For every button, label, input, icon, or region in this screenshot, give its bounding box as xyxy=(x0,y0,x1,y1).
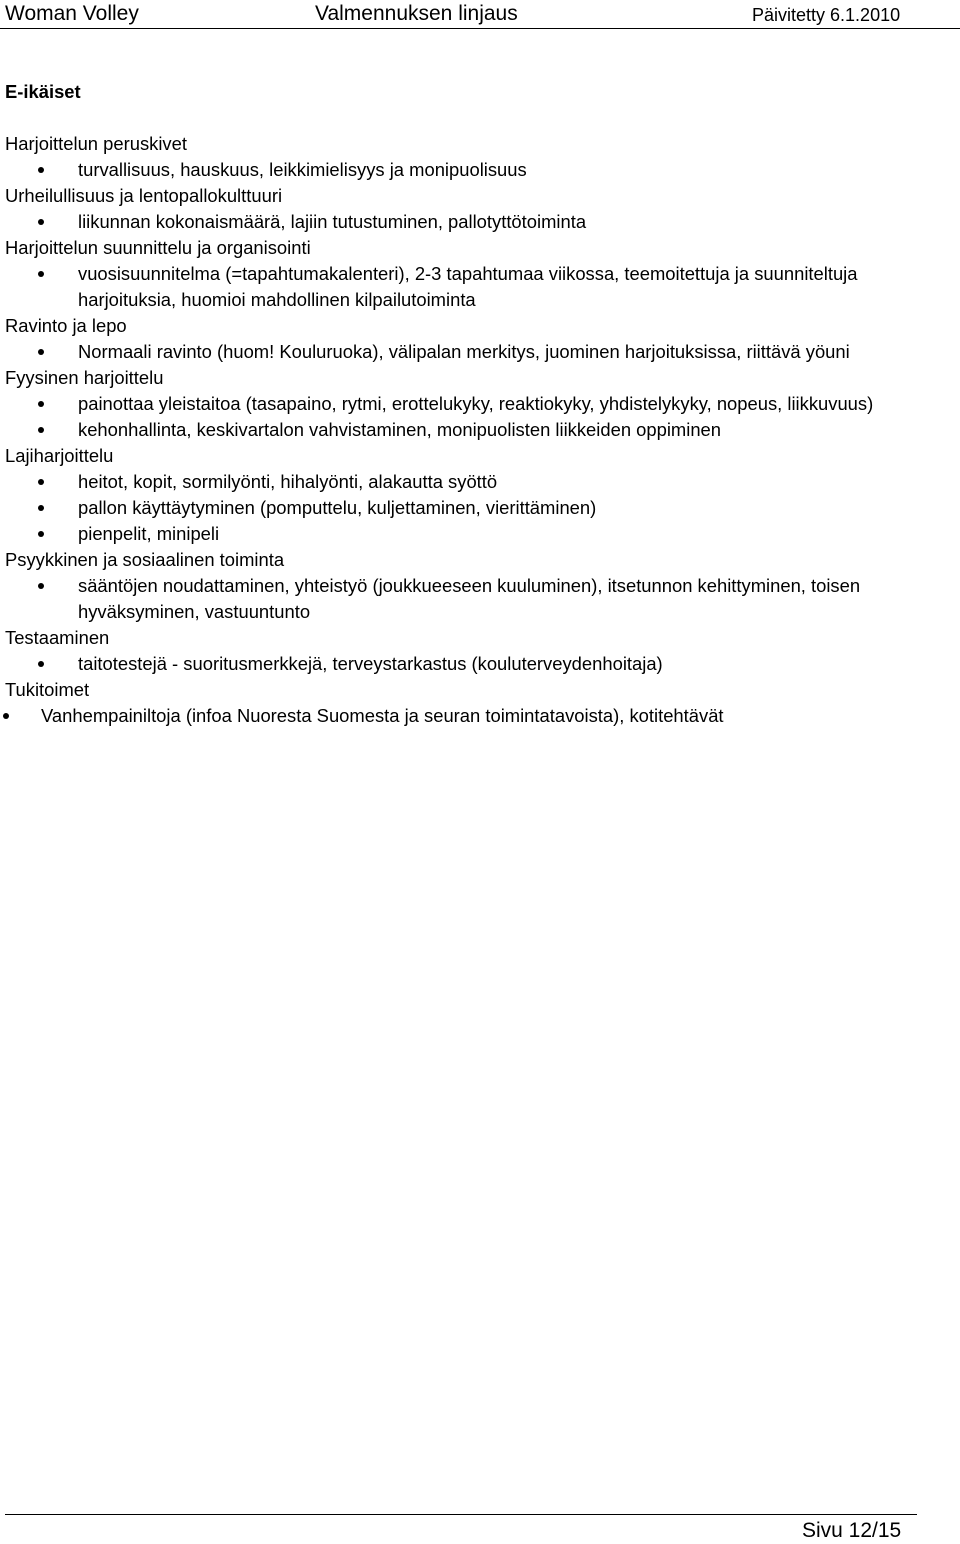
section-heading: Testaaminen xyxy=(5,627,110,648)
section-suunnittelu xyxy=(0,235,960,313)
bullet-icon xyxy=(0,703,14,729)
bullet-text: kehonhallinta, keskivartalon vahvistaminen, monipuolisten liikkeiden oppiminen xyxy=(78,419,722,440)
bullet-icon xyxy=(35,209,49,235)
bullet-text: pallon käyttäytyminen (pomputtelu, kuljettaminen, vierittäminen) xyxy=(78,497,597,518)
bullet-text: liikunnan kokonaismäärä, lajiin tutustuminen, pallotyttötoiminta xyxy=(78,211,587,232)
list-item xyxy=(0,391,960,417)
header-divider xyxy=(0,28,960,29)
section-fyysinen xyxy=(0,365,960,443)
bullet-list xyxy=(0,573,960,625)
header-organization: Woman Volley xyxy=(5,2,139,25)
bullet-text: pienpelit, minipeli xyxy=(78,523,220,544)
header-updated-date: Päivitetty 6.1.2010 xyxy=(752,5,901,25)
list-item xyxy=(0,157,960,183)
section-heading: Urheilullisuus ja lentopallokulttuuri xyxy=(5,185,283,206)
list-item xyxy=(0,417,960,443)
section-heading: Fyysinen harjoittelu xyxy=(5,367,164,388)
section-psyykkinen xyxy=(0,547,960,625)
section-heading: Lajiharjoittelu xyxy=(5,445,114,466)
bullet-list xyxy=(0,261,960,313)
bullet-text: taitotestejä - suoritusmerkkejä, terveystarkastus (kouluterveydenhoitaja) xyxy=(78,653,663,674)
list-item xyxy=(0,339,960,365)
bullet-text: sääntöjen noudattaminen, yhteistyö (joukkueeseen kuuluminen), itsetunnon kehittyminen, toisen hyväksyminen, vastuuntunto xyxy=(78,575,861,622)
list-item xyxy=(0,521,960,547)
section-heading: Ravinto ja lepo xyxy=(5,315,127,336)
list-item xyxy=(0,703,960,729)
section-heading: Harjoittelun suunnittelu ja organisointi xyxy=(5,237,311,258)
bullet-text: heitot, kopit, sormilyönti, hihalyönti, alakautta syöttö xyxy=(78,471,498,492)
section-list xyxy=(0,131,960,729)
bullet-icon xyxy=(35,339,49,365)
section-lajiharjoittelu xyxy=(0,443,960,547)
bullet-text: vuosisuunnitelma (=tapahtumakalenteri), 2-3 tapahtumaa viikossa, teemoitettuja ja suunniteltuja harjoituksia, huomioi mahdollinen kilpailutoiminta xyxy=(78,263,858,310)
header-document-title: Valmennuksen linjaus xyxy=(315,2,518,25)
bullet-list xyxy=(0,209,960,235)
list-item xyxy=(0,469,960,495)
page-title: E-ikäiset xyxy=(5,81,81,102)
bullet-list xyxy=(0,703,960,729)
bullet-icon xyxy=(35,495,49,521)
bullet-list xyxy=(0,339,960,365)
bullet-icon xyxy=(35,469,49,495)
footer-divider xyxy=(5,1514,917,1515)
list-item xyxy=(0,651,960,677)
list-item xyxy=(0,573,960,625)
bullet-list xyxy=(0,469,960,547)
bullet-text: painottaa yleistaitoa (tasapaino, rytmi, erottelukyky, reaktiokyky, yhdistelykyky, nopeus, liikkuvuus) xyxy=(78,393,874,414)
page-number: Sivu 12/15 xyxy=(802,1519,902,1542)
section-urheilullisuus xyxy=(0,183,960,235)
list-item xyxy=(0,261,960,313)
bullet-icon xyxy=(35,157,49,183)
bullet-list xyxy=(0,157,960,183)
page-header xyxy=(0,0,960,28)
bullet-icon xyxy=(35,651,49,677)
section-heading: Tukitoimet xyxy=(5,679,90,700)
bullet-icon xyxy=(35,417,49,443)
bullet-text: Vanhempainiltoja (infoa Nuoresta Suomesta ja seuran toimintatavoista), kotitehtävät xyxy=(41,705,724,726)
bullet-icon xyxy=(35,573,49,599)
section-heading: Psyykkinen ja sosiaalinen toiminta xyxy=(5,549,285,570)
section-peruskivet xyxy=(0,131,960,183)
section-testaaminen xyxy=(0,625,960,677)
list-item xyxy=(0,495,960,521)
bullet-text: Normaali ravinto (huom! Kouluruoka), välipalan merkitys, juominen harjoituksissa, riittävä yöuni xyxy=(78,341,850,362)
section-heading: Harjoittelun peruskivet xyxy=(5,133,187,154)
bullet-icon xyxy=(35,391,49,417)
bullet-list xyxy=(0,391,960,443)
section-ravinto xyxy=(0,313,960,365)
bullet-icon xyxy=(35,261,49,287)
list-item xyxy=(0,209,960,235)
section-tukitoimet xyxy=(0,677,960,729)
bullet-icon xyxy=(35,521,49,547)
bullet-text: turvallisuus, hauskuus, leikkimielisyys ja monipuolisuus xyxy=(78,159,527,180)
bullet-list xyxy=(0,651,960,677)
